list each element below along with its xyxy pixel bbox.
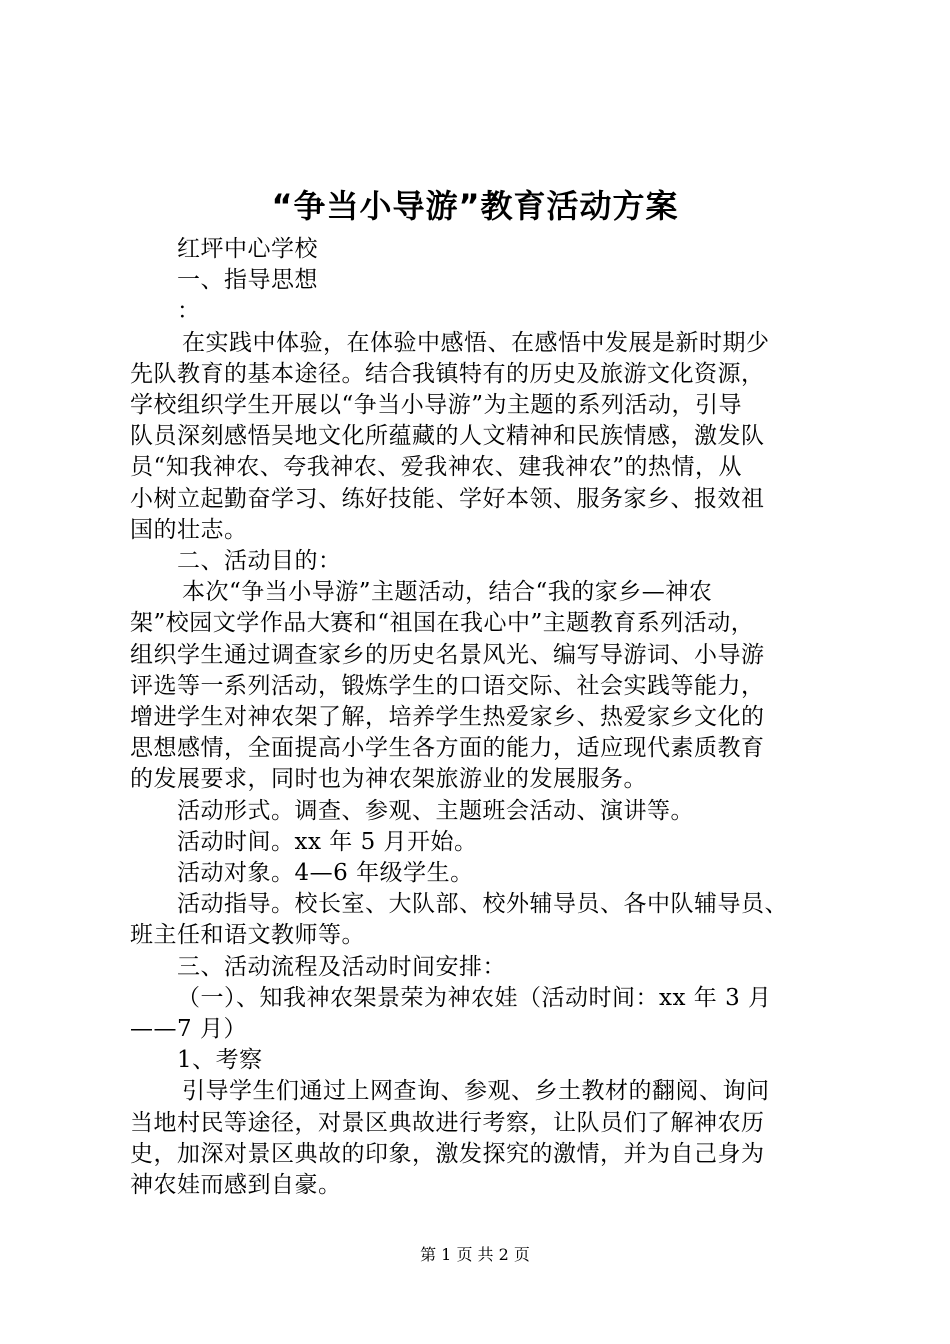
paragraph-line: 评选等一系列活动，锻炼学生的口语交际、社会实践等能力，: [130, 672, 765, 699]
subsection-heading: （一）、知我神农架景荣为神农娃（活动时间：xx 年 3 月: [177, 984, 772, 1011]
document-title: “争当小导游”教育活动方案: [271, 187, 679, 225]
activity-time: 活动时间。xx 年 5 月开始。: [177, 828, 478, 855]
paragraph-line: 小树立起勤奋学习、练好技能、学好本领、服务家乡、报效祖: [130, 485, 765, 512]
document-body: [130, 234, 835, 1201]
school-name: 红坪中心学校: [177, 236, 318, 262]
activity-guidance: 活动指导。校长室、大队部、校外辅导员、各中队辅导员、: [177, 891, 788, 918]
paragraph-line: 班主任和语文教师等。: [130, 922, 365, 949]
paragraph-line: 国的壮志。: [130, 516, 248, 543]
paragraph-line: 学校组织学生开展以“争当小导游”为主题的系列活动，引导: [130, 392, 743, 419]
paragraph-line: 员“知我神农、夸我神农、爱我神农、建我神农”的热情，从: [130, 454, 743, 481]
section-heading-1: 一、指导思想: [177, 267, 318, 294]
section-heading-3: 三、活动流程及活动时间安排：: [177, 953, 506, 980]
paragraph-line: 组织学生通过调查家乡的历史名景风光、编写导游词、小导游: [130, 641, 765, 668]
item-heading: 1、考察: [177, 1047, 263, 1074]
paragraph-line: 架”校园文学作品大赛和“祖国在我心中”主题教育系列活动，: [130, 610, 755, 637]
paragraph-line: 队员深刻感悟吴地文化所蕴藏的人文精神和民族情感，激发队: [130, 423, 765, 450]
activity-target: 活动对象。4—6 年级学生。: [177, 860, 474, 887]
paragraph-line: ——7 月）: [130, 1016, 247, 1043]
paragraph-line: 当地村民等途径，对景区典故进行考察，让队员们了解神农历: [130, 1109, 765, 1136]
paragraph-line: 神农娃而感到自豪。: [130, 1172, 342, 1199]
page-footer: 第 1 页 共 2 页: [420, 1245, 530, 1264]
paragraph-line: 先队教育的基本途径。结合我镇特有的历史及旅游文化资源，: [130, 360, 765, 387]
paragraph-line: 引导学生们通过上网查询、参观、乡土教材的翻阅、询问: [182, 1078, 770, 1105]
paragraph-line: 思想感情，全面提高小学生各方面的能力，适应现代素质教育: [130, 735, 765, 762]
paragraph-line: 在实践中体验，在体验中感悟、在感悟中发展是新时期少: [182, 329, 770, 356]
colon-line: ：: [177, 298, 201, 325]
paragraph-line: 增进学生对神农架了解，培养学生热爱家乡、热爱家乡文化的: [130, 704, 765, 731]
paragraph-line: 史，加深对景区典故的印象，激发探究的激情，并为自己身为: [130, 1140, 765, 1167]
section-heading-2: 二、活动目的：: [177, 548, 342, 575]
activity-form: 活动形式。调查、参观、主题班会活动、演讲等。: [177, 797, 694, 824]
paragraph-line: 本次“争当小导游”主题活动，结合“我的家乡—神农: [182, 579, 713, 606]
paragraph-line: 的发展要求，同时也为神农架旅游业的发展服务。: [130, 766, 647, 793]
